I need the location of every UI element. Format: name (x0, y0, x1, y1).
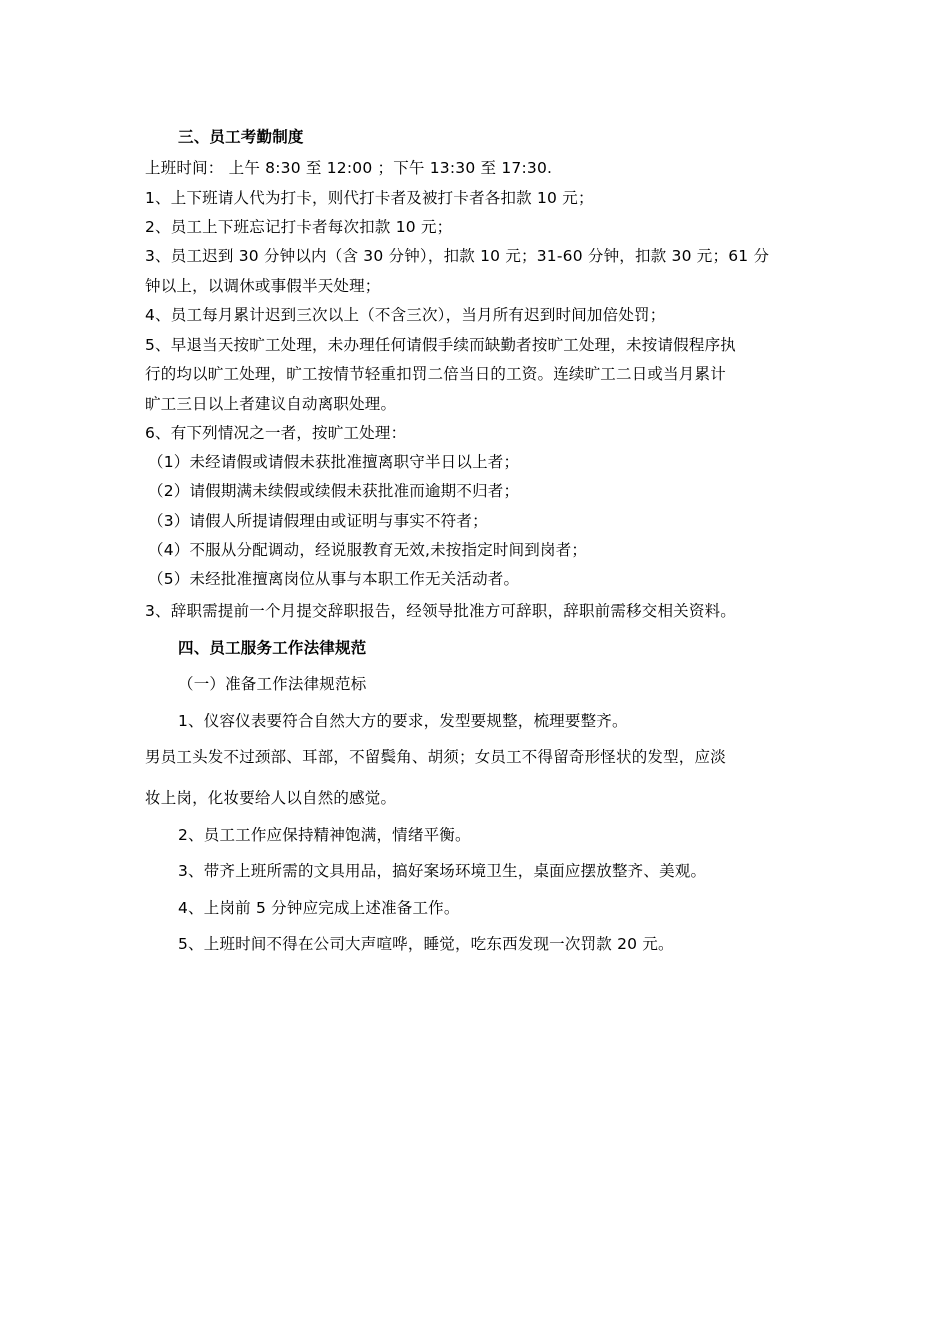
prep-item-4: 4、上岗前 5 分钟应完成上述准备工作。 (178, 899, 460, 917)
prep-item-3: 3、带齐上班所需的文具用品，搞好案场环境卫生，桌面应摆放整齐、美观。 (178, 862, 707, 880)
rule-line: 钟以上，以调休或事假半天处理； (145, 277, 381, 295)
rule-line: 行的均以旷工处理，旷工按情节轻重扣罚二倍当日的工资。连续旷工二日或当月累计 (145, 365, 726, 383)
prep-item-5: 5、上班时间不得在公司大声喧哗，睡觉，吃东西发现一次罚款 20 元。 (178, 935, 674, 953)
rule-line: 1、上下班请人代为打卡，则代打卡者及被打卡者各扣款 10 元； (145, 189, 594, 207)
rule-line: 5、早退当天按旷工处理，未办理任何请假手续而缺勤者按旷工处理，未按请假程序执 (145, 336, 736, 354)
resign-rule: 3、辞职需提前一个月提交辞职报告，经领导批准方可辞职，辞职前需移交相关资料。 (145, 602, 736, 620)
absence-item: （1）未经请假或请假未获批准擅离职守半日以上者； (148, 453, 520, 471)
section-3-title: 三、员工考勤制度 (178, 128, 304, 146)
absence-item: （4）不服从分配调动，经说服教育无效,未按指定时间到岗者； (148, 541, 588, 559)
rule-line: 3、员工迟到 30 分钟以内（含 30 分钟），扣款 10 元；31-60 分钟，扣款 30 元；61 分 (145, 247, 770, 265)
rule-line: 2、员工上下班忘记打卡者每次扣款 10 元； (145, 218, 453, 236)
prep-item-1: 1、仪容仪表要符合自然大方的要求，发型要规整，梳理要整齐。 (178, 712, 628, 730)
rule-line: 4、员工每月累计迟到三次以上（不含三次），当月所有迟到时间加倍处罚； (145, 306, 666, 324)
rule-line: 旷工三日以上者建议自动离职处理。 (145, 395, 397, 413)
absence-item: （3）请假人所提请假理由或证明与事实不符者； (148, 512, 488, 530)
rule-line: 6、有下列情况之一者，按旷工处理： (145, 424, 407, 442)
section-4-subtitle: （一）准备工作法律规范标 (178, 675, 367, 693)
prep-item-2: 2、员工工作应保持精神饱满，情绪平衡。 (178, 826, 471, 844)
prep-item-1-detail: 男员工头发不过颈部、耳部，不留鬓角、胡须；女员工不得留奇形怪状的发型，应淡 (145, 748, 726, 766)
work-time: 上班时间： 上午 8:30 至 12:00 ；下午 13:30 至 17:30. (145, 159, 553, 177)
prep-item-1-detail: 妆上岗，化妆要给人以自然的感觉。 (145, 789, 397, 807)
absence-item: （2）请假期满未续假或续假未获批准而逾期不归者； (148, 482, 520, 500)
section-4-title: 四、员工服务工作法律规范 (178, 639, 367, 657)
absence-item: （5）未经批准擅离岗位从事与本职工作无关活动者。 (148, 570, 520, 588)
